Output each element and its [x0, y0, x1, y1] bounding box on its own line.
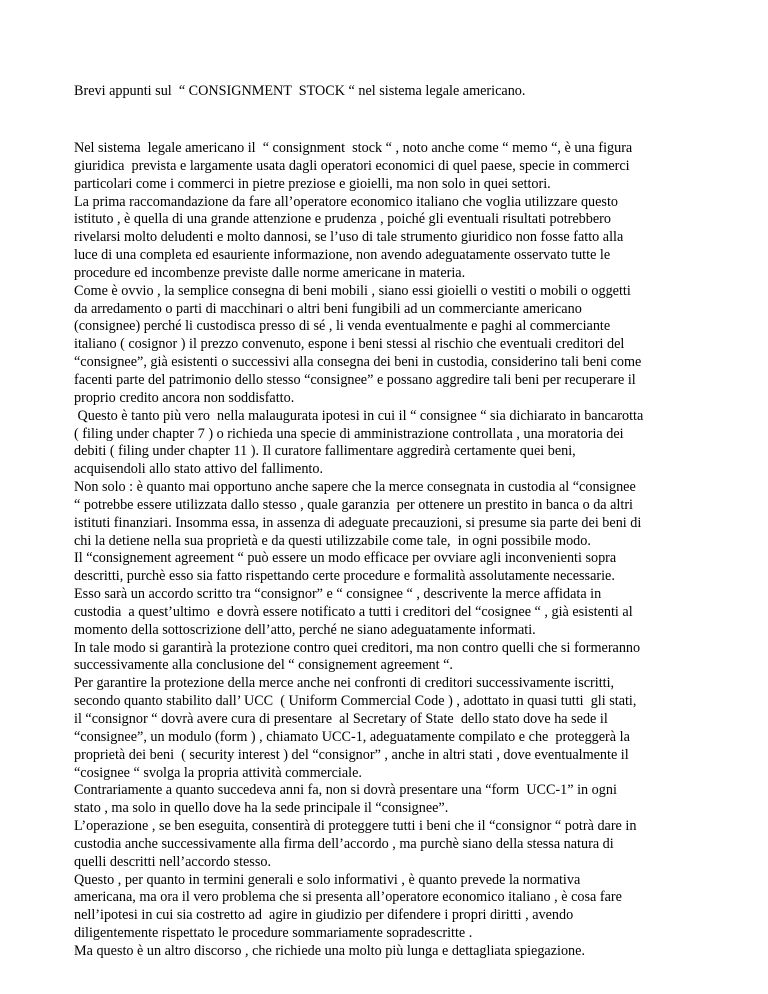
body-line: Contrariamente a quanto succedeva anni fa, non si dovrà presentare una “form UCC-1” in ogni — [74, 782, 617, 799]
body-line: “consignee”, un modulo (form ) , chiamato UCC-1, adeguatamente compilato e che proteggerà la — [74, 728, 630, 745]
body-line: Il “consignement agreement “ può essere un modo efficace per ovviare agli inconvenienti sopra — [74, 550, 617, 567]
body-line: rivelarsi molto deludenti e molto dannosi, se l’uso di tale strumento giuridico non fosse fatto alla — [74, 229, 624, 246]
body-line: debiti ( filing under chapter 11 ). Il curatore fallimentare aggredirà certamente quei beni, — [74, 443, 576, 460]
body-line: Nel sistema legale americano il “ consignment stock “ , noto anche come “ memo “, è una figura — [74, 140, 633, 156]
body-line: successivamente alla conclusione del “ consignement agreement “. — [74, 657, 453, 674]
body-line: proprio credito ancora non soddisfatto. — [74, 389, 295, 406]
body-line: Non solo : è quanto mai opportuno anche sapere che la merce consegnata in custodia al “consignee — [74, 479, 636, 496]
body-line: istituto , è quella di una grande attenzione e prudenza , poiché gli eventuali risultati potrebbero — [74, 211, 611, 228]
body-line: quelli descritti nell’accordo stesso. — [74, 853, 271, 870]
body-line: custodia a quest’ultimo e dovrà essere notificato a tutti i creditori del “cosignee “ , già esistenti al — [74, 603, 633, 620]
body-line: il “consignor “ dovrà avere cura di presentare al Secretary of State dello stato dove ha sede il — [74, 711, 608, 727]
body-line: custodia anche successivamente alla firma dell’accordo , ma purchè siano della stessa natura di — [74, 835, 614, 852]
body-line: “cosignee “ svolga la propria attività commerciale. — [74, 764, 362, 781]
body-line: istituti finanziari. Insomma essa, in assenza di adeguate precauzioni, si presume sia parte dei beni di — [74, 514, 642, 531]
body-line: diligentemente rispettato le procedure sommariamente sopradescritte . — [74, 925, 473, 942]
body-line: secondo quanto stabilito dall’ UCC ( Uniform Commercial Code ) , adottato in quasi tutti gli stati, — [74, 693, 637, 710]
body-line: Questo , per quanto in termini generali e solo informativi , è quanto prevede la normativa — [74, 871, 581, 888]
body-line: luce di una completa ed esauriente informazione, non avendo adeguatamente osservato tutte le — [74, 247, 611, 264]
body-line: italiano ( cosignor ) il prezzo convenuto, espone i beni stessi al rischio che eventuali creditori del — [74, 336, 625, 353]
body-line: proprietà dei beni ( security interest ) del “consignor” , anche in altri stati , dove eventualmente il — [74, 746, 629, 763]
body-line: Come è ovvio , la semplice consegna di beni mobili , siano essi gioielli o vestiti o mobili o oggetti — [74, 282, 631, 299]
document-body — [74, 140, 714, 961]
body-line: giuridica prevista e largamente usata dagli operatori economici di quel paese, specie in commerci — [74, 157, 630, 174]
body-line: acquisendoli allo stato attivo del fallimento. — [74, 461, 324, 478]
body-line: ( filing under chapter 7 ) o richieda una specie di amministrazione controllata , una moratoria dei — [74, 425, 624, 442]
body-line: “ potrebbe essere utilizzata dallo stesso , quale garanzia per ottenere un prestito in banca o da altri — [74, 496, 633, 513]
body-line: Questo è tanto più vero nella malaugurata ipotesi in cui il “ consignee “ sia dichiarato in bancarotta — [74, 407, 644, 424]
body-line: Ma questo è un altro discorso , che richiede una molto più lunga e dettagliata spiegazione. — [74, 942, 585, 959]
body-line: La prima raccomandazione da fare all’operatore economico italiano che voglia utilizzare questo — [74, 193, 618, 210]
body-line: L’operazione , se ben eseguita, consentirà di proteggere tutti i beni che il “consignor “ potrà dare in — [74, 818, 637, 835]
body-line: particolari come i commerci in pietre preziose e gioielli, ma non solo in quei settori. — [74, 175, 551, 192]
body-line: chi la detiene nella sua proprietà e da questi utilizzabile come tale, in ogni possibile modo. — [74, 532, 591, 549]
document-title: Brevi appunti sul “ CONSIGNMENT STOCK “ nel sistema legale americano. — [74, 83, 526, 99]
body-line: stato , ma solo in quello dove ha la sede principale il “consignee”. — [74, 800, 449, 817]
body-line: da arredamento o parti di macchinari o altri beni fungibili ad un commerciante americano — [74, 300, 582, 317]
body-line: facenti parte del patrimonio dello stesso “consignee” e possano aggredire tali beni per recuperare il — [74, 371, 636, 388]
body-line: “consignee”, già esistenti o successivi alla consegna dei beni in custodia, considerino tali beni come — [74, 354, 642, 371]
body-line: momento della sottoscrizione dell’atto, perché ne siano adeguatamente informati. — [74, 621, 536, 638]
body-line: Per garantire la protezione della merce anche nei confronti di creditori successivamente iscritti, — [74, 675, 615, 692]
body-line: descritti, purchè esso sia fatto rispettando certe procedure e formalità assolutamente necessarie. — [74, 568, 615, 585]
body-line: (consignee) perché li custodisca presso di sé , li venda eventualmente e paghi al commerciante — [74, 318, 611, 335]
body-line: Esso sarà un accordo scritto tra “consignor” e “ consignee “ , descrivente la merce affidata in — [74, 586, 602, 603]
body-line: procedure ed incombenze previste dalle norme americane in materia. — [74, 264, 466, 281]
body-line: nell’ipotesi in cui sia costretto ad agire in giudizio per difendere i propri diritti , avendo — [74, 907, 574, 924]
body-line: americana, ma ora il vero problema che si presenta all’operatore economico italiano , è cosa fare — [74, 889, 622, 906]
body-line: In tale modo si garantirà la protezione contro quei creditori, ma non contro quelli che si formeranno — [74, 639, 641, 656]
